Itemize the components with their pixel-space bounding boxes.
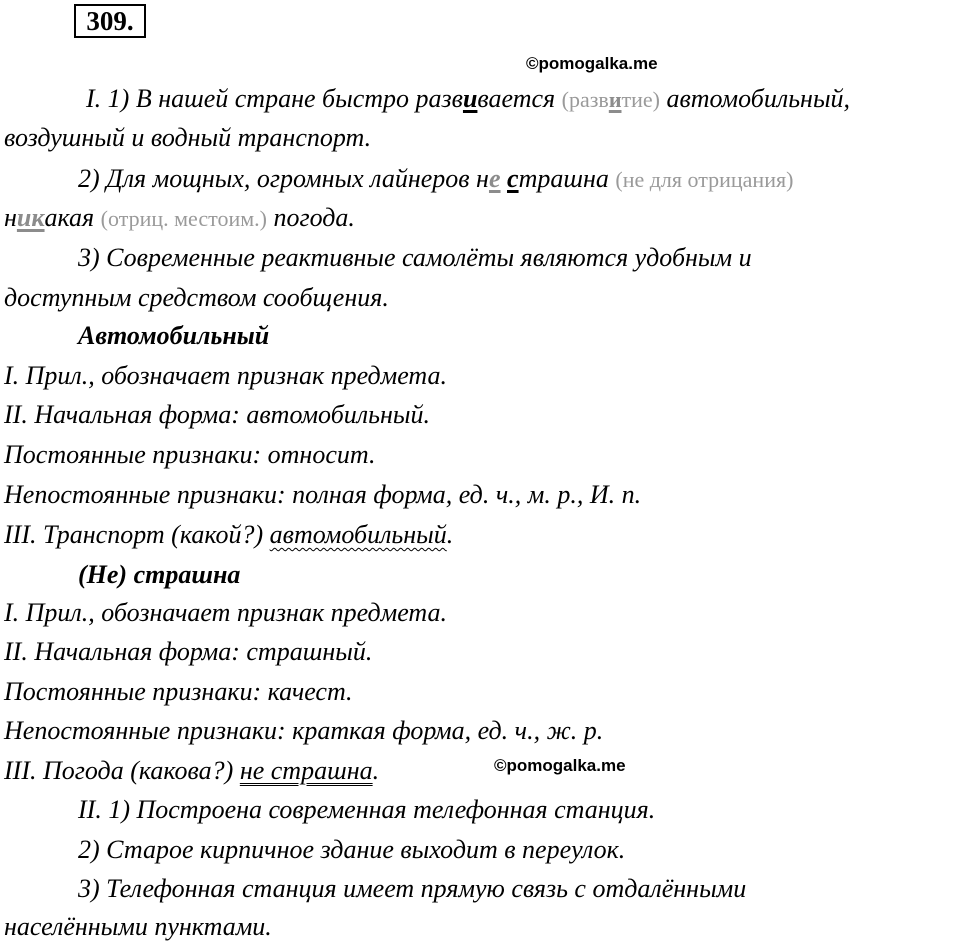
orthogram-ik: ик [16, 203, 45, 232]
sentence-2-line-1: 2) Для мощных, огромных лайнеров не страшна (не для отрицания) [78, 164, 794, 193]
ne-note: (не для отрицания) [615, 167, 794, 192]
part-2-sentence-1: II. 1) Построена современная телефонная станция. [78, 795, 656, 824]
part-2-sentence-3-line-1: 3) Телефонная станция имеет прямую связь с отдалёнными [78, 874, 747, 903]
analysis-1-line-1: I. Прил., обозначает признак предмета. [4, 361, 448, 390]
analysis-1-line-4: Непостоянные признаки: полная форма, ед. ч., м. р., И. п. [4, 480, 642, 509]
analysis-2-line-1: I. Прил., обозначает признак предмета. [4, 598, 448, 627]
ni-note: (отриц. местоим.) [100, 206, 267, 231]
orthogram-vowel: и [462, 84, 478, 113]
attribute-wavy-underline: автомобильный [269, 520, 447, 549]
check-word-note: (развитие) [561, 87, 660, 112]
analysis-2-line-4: Непостоянные признаки: краткая форма, ед. ч., ж. р. [4, 716, 604, 745]
sentence-3-line-1: 3) Современные реактивные самолёты являются удобным и [78, 243, 752, 272]
watermark-top: ©pomogalka.me [526, 54, 658, 73]
watermark-middle: ©pomogalka.me [494, 756, 626, 775]
sentence-1-line-1 [86, 84, 850, 115]
exercise-number: 309. [74, 4, 146, 38]
analysis-2-line-5: III. Погода (какова?) не страшна. [4, 756, 380, 785]
sentence-1-text-end: вается [477, 84, 556, 113]
analysis-2-line-3: Постоянные признаки: качест. [4, 677, 353, 706]
analysis-1-heading: Автомобильный [78, 321, 270, 350]
part-2-sentence-2: 2) Старое кирпичное здание выходит в переулок. [78, 835, 626, 864]
sentence-1-line-2: воздушный и водный транспорт. [4, 123, 372, 152]
part-2-sentence-3-line-2: населёнными пунктами. [4, 912, 272, 941]
orthogram-s: с [507, 164, 519, 193]
sentence-1-text: I. 1) В нашей стране быстро разв [86, 84, 463, 113]
predicate-double-underline: не страшна [239, 756, 373, 785]
sentence-3-line-2: доступным средством сообщения. [4, 283, 389, 312]
sentence-2-line-2: никакая (отриц. местоим.) погода. [4, 203, 355, 232]
analysis-1-line-5: III. Транспорт (какой?) автомобильный. [4, 520, 454, 549]
analysis-1-line-3: Постоянные признаки: относит. [4, 440, 376, 469]
sentence-1-text-tail: автомобильный, [666, 84, 851, 113]
analysis-2-line-2: II. Начальная форма: страшный. [4, 637, 373, 666]
analysis-1-line-2: II. Начальная форма: автомобильный. [4, 400, 430, 429]
analysis-2-heading: (Не) страшна [78, 560, 241, 589]
orthogram-e: е [488, 164, 501, 193]
